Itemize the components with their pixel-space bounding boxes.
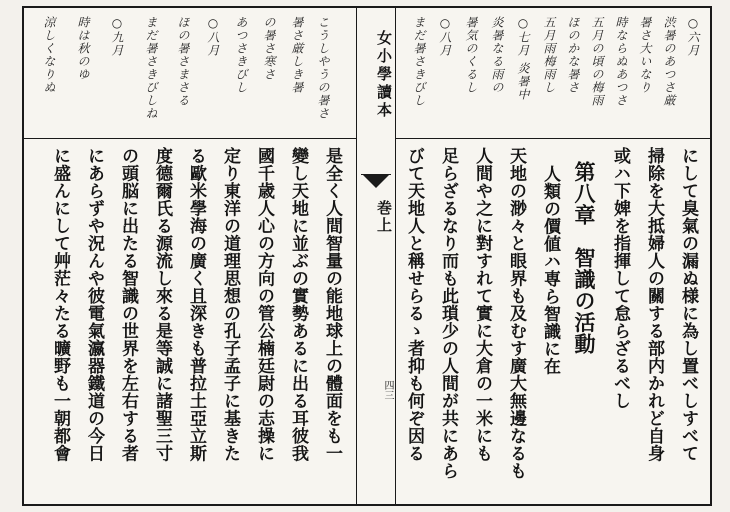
left-main-text <box>24 139 356 504</box>
right-main-text <box>396 139 710 504</box>
left-text-column: 變し天地に並ぶの實勢あるに出る耳彼我 <box>288 147 308 462</box>
left-text-column: る歐米學海の廣く且深きも普拉土亞立斯 <box>186 147 206 462</box>
left-text-column: にあらずや況んや彼電氣瀛器鐵道の今日 <box>84 147 104 462</box>
left-headnote: ○九月 <box>110 16 124 57</box>
right-text-column: 掃除を大抵婦人の關する部内かれど自身 <box>644 147 664 462</box>
page-number: 四三 <box>382 380 393 400</box>
chapter-heading: 第八章 智識の活動 <box>572 161 597 355</box>
right-page <box>396 8 710 504</box>
book-title: 女小學讀本 <box>375 30 393 120</box>
left-text-column: 度德爾氏る源流し來る是等誠に諸聖三寸 <box>152 147 172 462</box>
right-headnote: 炎暑なる雨の <box>490 16 504 94</box>
right-text-column: にして臭氣の漏ぬ様に為し置べしすべて <box>678 147 698 462</box>
book-spine <box>356 8 396 504</box>
left-headnote: ○八月 <box>206 16 220 57</box>
chapter-subheading: 人類の價値ハ専ら智識に在 <box>540 165 560 375</box>
right-text-column: 或ハ下婢を指揮して怠らざるべし <box>610 147 630 410</box>
right-headnote: 渋暑のあつさ厳 <box>662 16 676 107</box>
right-headnote: 暑気のくるし <box>464 16 478 94</box>
right-headnote: ○七月 炎暑中 <box>516 16 530 101</box>
book-spread <box>22 6 712 506</box>
right-headnote: ○六月 <box>686 16 700 57</box>
left-headnote: 涼しくなりぬ <box>42 16 56 94</box>
volume-label: 巻上 <box>375 200 393 234</box>
left-text-column: 國千歳人心の方向の管公楠廷尉の志操に <box>254 147 274 462</box>
right-text-column: びて天地人と稱せらるゝ者抑も何ぞ因る <box>404 147 424 462</box>
right-text-column: 人間や之に對すれて實に大倉の一米にも <box>472 147 492 462</box>
left-text-column: 是全く人間智量の能地球上の體面をも一 <box>322 147 342 462</box>
left-headnote-band <box>24 8 356 139</box>
left-text-column: に盛んにして艸茫々たる曠野も一朝都會 <box>50 147 70 462</box>
left-headnote: 時は秋のゆ <box>76 16 90 81</box>
left-headnote: ほの暑さまさる <box>176 16 190 107</box>
right-text-column: 足らざるなり而も此瑣少の人間が共にあら <box>438 147 458 480</box>
left-headnote: 暑さ厳しき暑 <box>290 16 304 94</box>
right-headnote: 五月雨梅雨し <box>542 16 556 94</box>
right-headnote: ○八月 <box>438 16 452 57</box>
right-headnote-band <box>396 8 710 139</box>
left-text-column: の頭脳に出たる智識の世界を左右する者 <box>118 147 138 462</box>
left-page <box>24 8 356 504</box>
left-headnote: の暑さ寒さ <box>262 16 276 81</box>
right-headnote: 時ならぬあつさ <box>614 16 628 107</box>
right-headnote: ほのかな暑さ <box>566 16 580 94</box>
right-headnote: 五月の頃の梅雨 <box>590 16 604 107</box>
fishtail-mark-icon <box>361 174 391 191</box>
left-text-column: 定り東洋の道理思想の孔子孟子に基きた <box>220 147 240 462</box>
right-headnote: 暑さ大いなり <box>638 16 652 94</box>
right-text-column: 天地の渺々と眼界も及むす廣大無邊なるも <box>506 147 526 480</box>
left-headnote: まだ暑さきびしね <box>144 16 158 120</box>
right-headnote: まだ暑さきびし <box>412 16 426 107</box>
left-headnote: あつさきびし <box>234 16 248 94</box>
left-headnote: こうしやうの暑さ <box>316 16 330 120</box>
